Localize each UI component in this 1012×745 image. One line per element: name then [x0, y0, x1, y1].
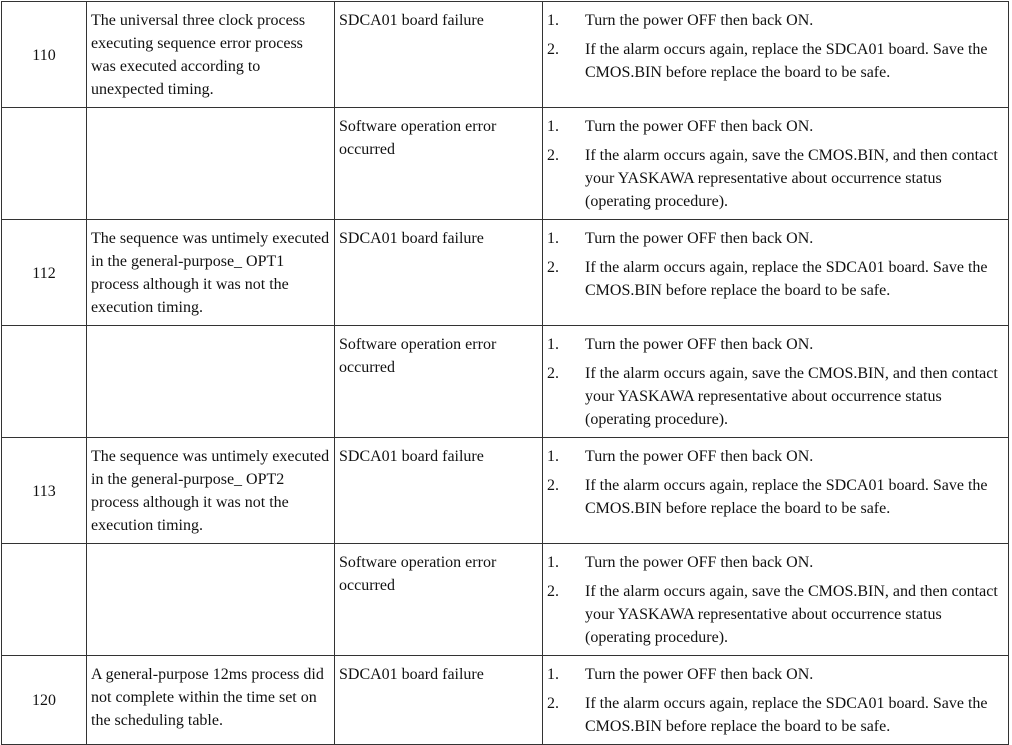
alarm-cause: Software operation error occurred	[335, 326, 543, 438]
step-text: Turn the power OFF then back ON.	[585, 12, 814, 29]
remedy-step	[547, 115, 1004, 138]
remedy-step	[547, 474, 1004, 520]
alarm-description: The sequence was untimely executed in the general-purpose_ OPT2 process although it was not the execution timing.	[87, 438, 335, 544]
step-number: 2.	[547, 147, 559, 164]
step-number: 2.	[547, 695, 559, 712]
step-text: If the alarm occurs again, replace the SDCA01 board. Save the CMOS.BIN before replace the board to be safe.	[585, 259, 988, 299]
alarm-remedy	[543, 108, 1009, 220]
step-text: If the alarm occurs again, save the CMOS.BIN, and then contact your YASKAWA representative about occurrence status (operating procedure).	[585, 583, 998, 646]
step-number: 2.	[547, 259, 559, 276]
alarm-code: 120	[2, 656, 87, 745]
alarm-cause: SDCA01 board failure	[335, 438, 543, 544]
step-text: Turn the power OFF then back ON.	[585, 230, 814, 247]
step-number: 1.	[547, 666, 559, 683]
alarm-cause: SDCA01 board failure	[335, 220, 543, 326]
step-number: 2.	[547, 41, 559, 58]
remedy-step	[547, 9, 1004, 32]
alarm-remedy	[543, 220, 1009, 326]
alarm-description	[87, 544, 335, 656]
step-number: 2.	[547, 365, 559, 382]
step-number: 1.	[547, 118, 559, 135]
alarm-remedy	[543, 326, 1009, 438]
remedy-step	[547, 663, 1004, 686]
remedy-step	[547, 551, 1004, 574]
alarm-code	[2, 544, 87, 656]
step-text: Turn the power OFF then back ON.	[585, 448, 814, 465]
alarm-remedy	[543, 544, 1009, 656]
step-text: If the alarm occurs again, replace the SDCA01 board. Save the CMOS.BIN before replace the board to be safe.	[585, 695, 988, 735]
alarm-description: The sequence was untimely executed in the general-purpose_ OPT1 process although it was not the execution timing.	[87, 220, 335, 326]
remedy-step	[547, 38, 1004, 84]
step-number: 1.	[547, 336, 559, 353]
alarm-cause: Software operation error occurred	[335, 544, 543, 656]
table-row	[2, 326, 1009, 438]
remedy-step	[547, 144, 1004, 213]
alarm-remedy	[543, 2, 1009, 108]
alarm-description: A general-purpose 12ms process did not complete within the time set on the scheduling table.	[87, 656, 335, 745]
alarm-table	[1, 1, 1009, 745]
table-row	[2, 656, 1009, 745]
alarm-code	[2, 108, 87, 220]
alarm-code: 113	[2, 438, 87, 544]
step-text: Turn the power OFF then back ON.	[585, 118, 814, 135]
step-number: 2.	[547, 583, 559, 600]
alarm-description: The universal three clock process executing sequence error process was executed according to unexpected timing.	[87, 2, 335, 108]
alarm-description	[87, 326, 335, 438]
alarm-remedy	[543, 656, 1009, 745]
alarm-table-body	[2, 2, 1009, 745]
remedy-step	[547, 333, 1004, 356]
step-text: Turn the power OFF then back ON.	[585, 666, 814, 683]
alarm-code: 112	[2, 220, 87, 326]
step-text: If the alarm occurs again, replace the SDCA01 board. Save the CMOS.BIN before replace the board to be safe.	[585, 477, 988, 517]
table-row	[2, 438, 1009, 544]
step-text: If the alarm occurs again, save the CMOS.BIN, and then contact your YASKAWA representative about occurrence status (operating procedure).	[585, 147, 998, 210]
alarm-description	[87, 108, 335, 220]
remedy-step	[547, 362, 1004, 431]
step-text: Turn the power OFF then back ON.	[585, 336, 814, 353]
remedy-step	[547, 227, 1004, 250]
remedy-step	[547, 445, 1004, 468]
alarm-cause: SDCA01 board failure	[335, 656, 543, 745]
alarm-code	[2, 326, 87, 438]
alarm-cause: Software operation error occurred	[335, 108, 543, 220]
remedy-step	[547, 692, 1004, 738]
step-number: 1.	[547, 448, 559, 465]
remedy-step	[547, 580, 1004, 649]
alarm-cause: SDCA01 board failure	[335, 2, 543, 108]
step-number: 1.	[547, 230, 559, 247]
remedy-step	[547, 256, 1004, 302]
step-number: 2.	[547, 477, 559, 494]
alarm-remedy	[543, 438, 1009, 544]
alarm-code: 110	[2, 2, 87, 108]
step-number: 1.	[547, 12, 559, 29]
table-row	[2, 544, 1009, 656]
step-text: If the alarm occurs again, replace the SDCA01 board. Save the CMOS.BIN before replace the board to be safe.	[585, 41, 988, 81]
step-number: 1.	[547, 554, 559, 571]
step-text: Turn the power OFF then back ON.	[585, 554, 814, 571]
table-row	[2, 2, 1009, 108]
table-row	[2, 108, 1009, 220]
step-text: If the alarm occurs again, save the CMOS.BIN, and then contact your YASKAWA representative about occurrence status (operating procedure).	[585, 365, 998, 428]
table-row	[2, 220, 1009, 326]
